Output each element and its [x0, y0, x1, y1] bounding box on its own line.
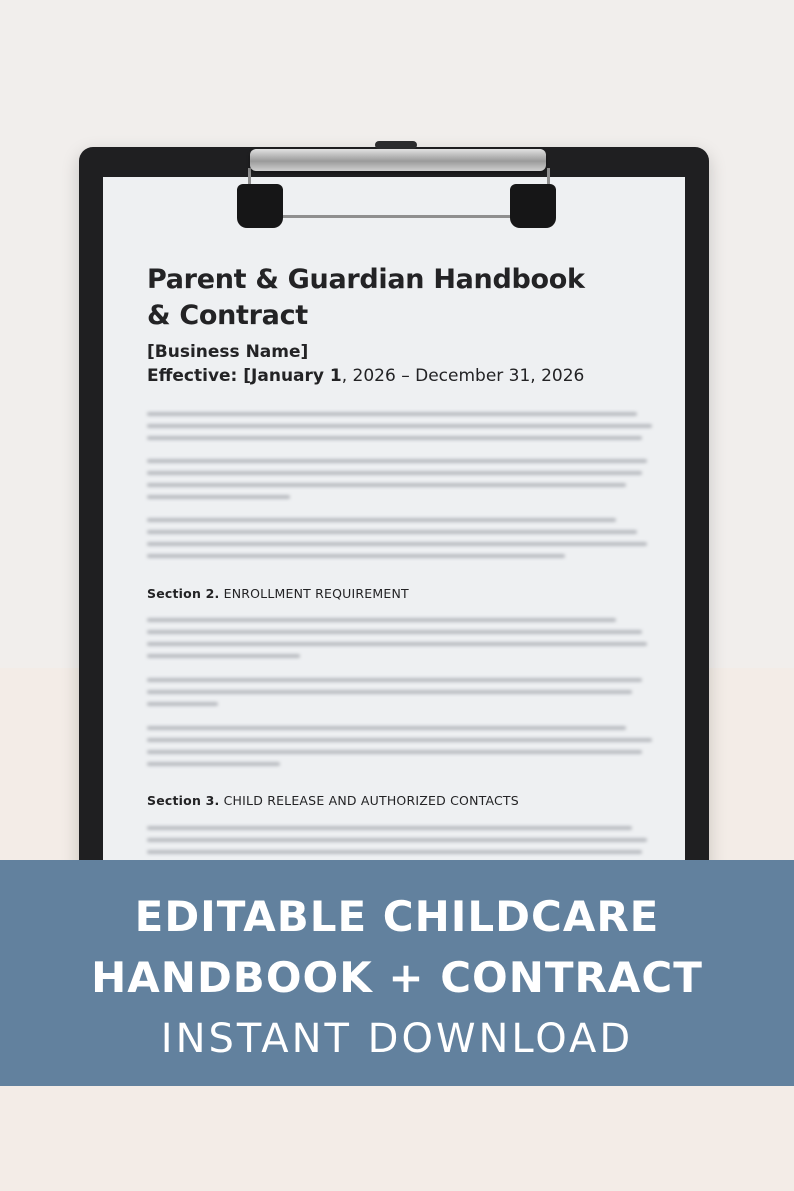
section-3-title: CHILD RELEASE AND AUTHORIZED CONTACTS [219, 793, 519, 808]
effective-date-range: , 2026 – December 31, 2026 [341, 366, 585, 386]
clip-foot-right [510, 184, 556, 228]
business-name: [Business Name] [147, 342, 309, 362]
banner-subline: INSTANT DOWNLOAD [160, 1016, 634, 1062]
section-3-heading [147, 793, 519, 808]
clipboard-hang-hole [375, 141, 417, 149]
blurred-paragraph [147, 618, 657, 666]
section-2-title: ENROLLMENT REQUIREMENT [219, 586, 409, 601]
clip-wire [248, 168, 550, 218]
banner-headline-line2: HANDBOOK + CONTRACT [91, 953, 703, 1002]
banner-headline-line1: EDITABLE CHILDCARE [134, 892, 660, 941]
blurred-paragraph [147, 459, 657, 507]
document-title-line1: Parent & Guardian Handbook [147, 264, 585, 295]
effective-dates [147, 366, 584, 386]
section-2-number: Section 2. [147, 586, 220, 601]
clip-bar [250, 149, 546, 171]
effective-label: Effective: [ [147, 366, 252, 386]
section-3-number: Section 3. [147, 793, 220, 808]
blurred-paragraph [147, 412, 657, 448]
blurred-paragraph [147, 826, 657, 862]
section-2-heading [147, 586, 409, 601]
blurred-paragraph [147, 678, 657, 714]
blurred-paragraph [147, 518, 657, 566]
document-title [147, 262, 647, 334]
document-title-line2: & Contract [147, 300, 308, 331]
effective-start-date: January 1 [251, 366, 342, 386]
blurred-paragraph [147, 726, 657, 774]
clip-foot-left [237, 184, 283, 228]
